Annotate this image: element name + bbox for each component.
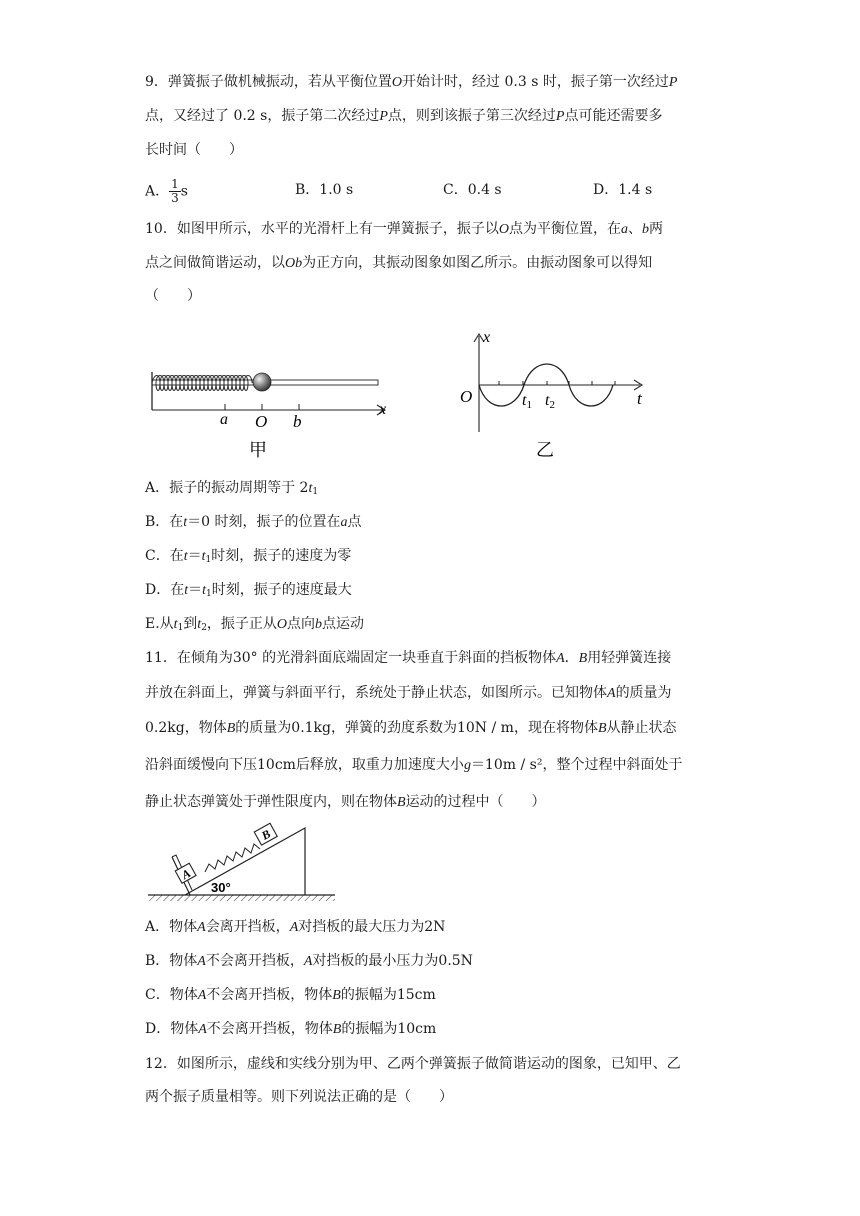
q11-option-b: B．物体A不会离开挡板，A对挡板的最小压力为0.5N bbox=[145, 953, 473, 969]
label-a: a bbox=[220, 411, 228, 428]
block-B bbox=[254, 823, 277, 845]
label-x: x bbox=[379, 401, 387, 418]
figure-yi-xt-graph bbox=[455, 320, 665, 465]
q10-option-c: C．在$t=t_1$时刻，振子的速度为零 bbox=[145, 548, 352, 565]
q9-line-1: 9．弹簧振子做机械振动，若从平衡位置O开始计时，经过 0.3 s 时，振子第一次经过P bbox=[145, 74, 678, 90]
oscillator-ball bbox=[253, 373, 271, 391]
q9-option-d: D．1.4 s bbox=[593, 182, 653, 198]
label-b: b bbox=[293, 412, 302, 431]
ground-hatch bbox=[148, 895, 335, 901]
q11-line-1: 11．在倾角为30° 的光滑斜面底端固定一块垂直于斜面的挡板物体A．B用轻弹簧连接 bbox=[145, 650, 672, 666]
q11-line-4: 沿斜面缓慢向下压10cm后释放，取重力加速度大小g＝10m / s²，整个过程中斜面处于 bbox=[145, 757, 683, 773]
q11-line-5: 静止状态弹簧处于弹性限度内，则在物体B运动的过程中（ ） bbox=[145, 794, 546, 810]
label-x: x bbox=[483, 329, 491, 346]
q9-option-a: A． $\frac{1}{3}$ s bbox=[145, 177, 188, 205]
q10-option-e: E.从$t_1$到$t_2$，振子正从O点向b点运动 bbox=[145, 616, 365, 633]
q10-line-3: （ ） bbox=[145, 288, 201, 304]
figure-jia-spring-oscillator bbox=[145, 360, 395, 465]
q11-option-d: D．物体A不会离开挡板，物体B的振幅为10cm bbox=[145, 1021, 437, 1037]
q10-line-2: 点之间做简谐运动，以Ob为正方向，其振动图象如图乙所示。由振动图象可以得知 bbox=[145, 255, 653, 271]
q11-line-2: 并放在斜面上，弹簧与斜面平行，系统处于静止状态，如图所示。已知物体A的质量为 bbox=[145, 685, 672, 701]
q12-line-1: 12．如图所示，虚线和实线分别为甲、乙两个弹簧振子做简谐运动的图象，已知甲、乙 bbox=[145, 1056, 681, 1072]
label-O: O bbox=[255, 412, 268, 431]
q9-option-c: C．0.4 s bbox=[443, 182, 502, 198]
block-A bbox=[175, 863, 196, 884]
figure-incline-spring bbox=[145, 820, 335, 905]
caption-jia: 甲 bbox=[249, 440, 267, 461]
q10-line-1: 10．如图甲所示，水平的光滑杆上有一弹簧振子，振子以O点为平衡位置，在a、b两 bbox=[145, 221, 663, 237]
incline bbox=[185, 828, 305, 895]
q11-option-c: C．物体A不会离开挡板，物体B的振幅为15cm bbox=[145, 987, 436, 1003]
label-O: O bbox=[460, 387, 473, 406]
q11-line-3: 0.2kg，物体B的质量为0.1kg，弹簧的劲度系数为10N / m，现在将物体B从静止状态 bbox=[145, 720, 677, 736]
angle-label: 30° bbox=[211, 880, 231, 895]
q10-option-a: A．振子的振动周期等于 $2t_1$ bbox=[145, 480, 319, 497]
caption-yi: 乙 bbox=[536, 440, 554, 461]
label-t1: t1 bbox=[522, 392, 532, 411]
q10-option-d: D．在$t=t_1$时刻，振子的速度最大 bbox=[145, 582, 352, 599]
q12-line-2: 两个振子质量相等。则下列说法正确的是（ ） bbox=[145, 1089, 453, 1105]
q9-line-3: 长时间（ ） bbox=[145, 142, 243, 158]
label-t: t bbox=[637, 389, 642, 408]
q10-option-b: B．在t＝0 时刻，振子的位置在a点 bbox=[145, 514, 362, 530]
svg-text:B: B bbox=[259, 826, 273, 843]
q9-option-b: B．1.0 s bbox=[295, 182, 354, 198]
svg-text:A: A bbox=[179, 866, 194, 883]
q11-option-a: A．物体A会离开挡板，A对挡板的最大压力为2N bbox=[145, 919, 446, 935]
label-t2: t2 bbox=[545, 392, 555, 411]
q9-line-2: 点，又经过了 0.2 s，振子第二次经过P点，则到该振子第三次经过P点可能还需要多 bbox=[145, 108, 663, 124]
